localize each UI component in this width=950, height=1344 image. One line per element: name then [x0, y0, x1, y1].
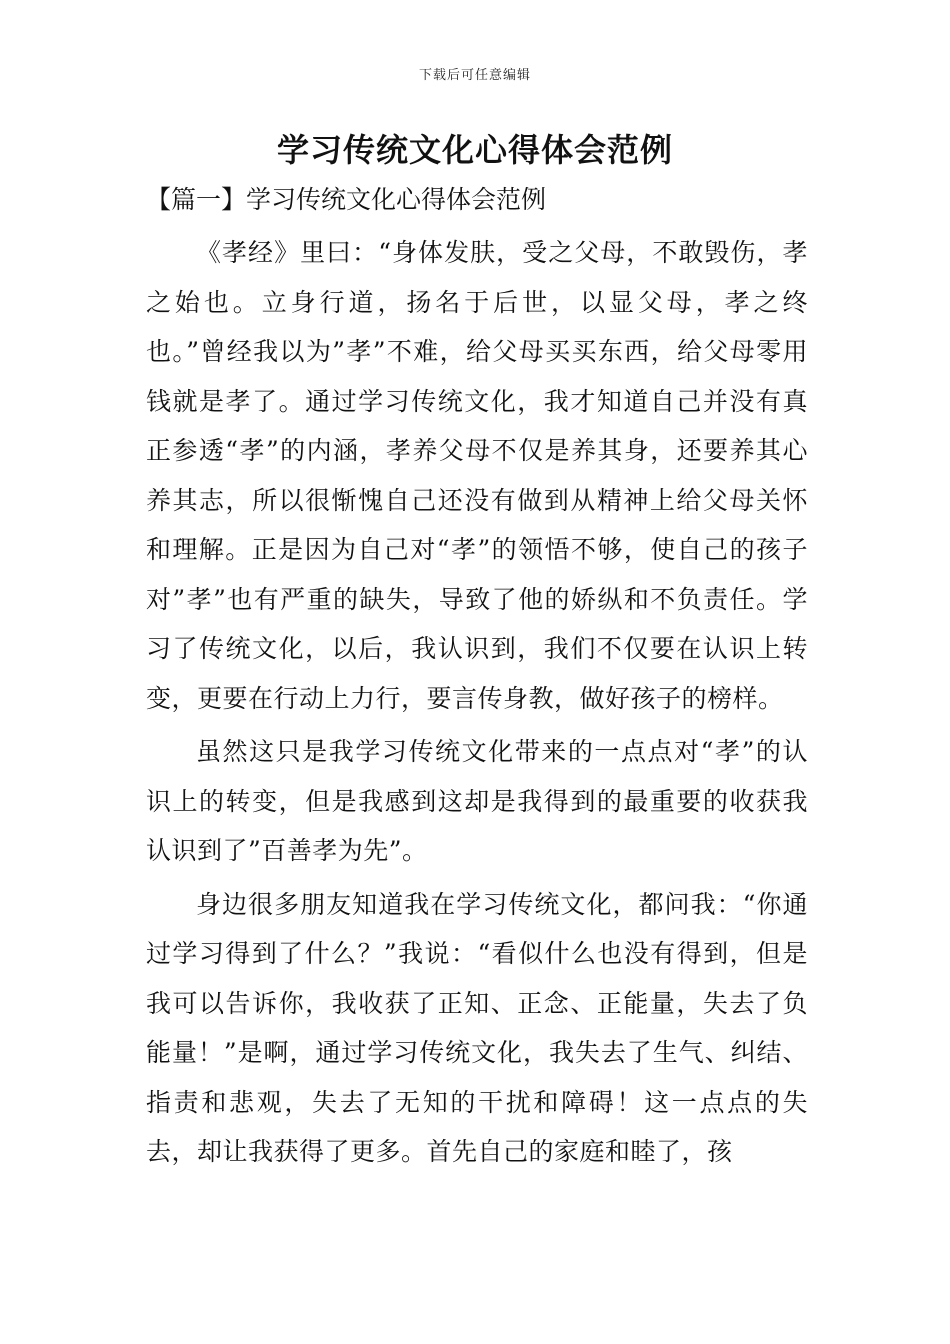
paragraph-3: 身边很多朋友知道我在学习传统文化，都问我：“你通过学习得到了什么？”我说：“看似什么也没有得到，但是我可以告诉你，我收获了正知、正念、正能量，失去了负能量！”是啊，通过学习传统文化，我失去了生气、纠结、指责和悲观，失去了无知的干扰和障碍！这一点点的失去，却让我获得了更多。首先自己的家庭和睦了，孩	[146, 889, 808, 1166]
section-heading: 【篇一】学习传统文化心得体会范例	[146, 185, 547, 214]
paragraph-1: 《孝经》里曰：“身体发肤，受之父母，不敢毁伤，孝之始也。立身行道，扬名于后世，以显父母，孝之终也。”曾经我以为”孝”不难，给父母买买东西，给父母零用钱就是孝了。通过学习传统文化，我才知道自己并没有真正参透“孝”的内涵，孝养父母不仅是养其身，还要养其心养其志，所以很惭愧自己还没有做到从精神上给父母关怀和理解。正是因为自己对“孝”的领悟不够，使自己的孩子对”孝”也有严重的缺失，导致了他的娇纵和不负责任。学习了传统文化，以后，我认识到，我们不仅要在认识上转变，更要在行动上力行，要言传身教，做好孩子的榜样。	[146, 238, 808, 713]
body-text	[146, 228, 808, 1181]
page-title: 学习传统文化心得体会范例	[276, 131, 673, 169]
paragraph-2: 虽然这只是我学习传统文化带来的一点点对“孝”的认识上的转变，但是我感到这却是我得到的最重要的收获我认识到了”百善孝为先”。	[146, 737, 808, 865]
header-note: 下载后可任意编辑	[418, 68, 531, 83]
